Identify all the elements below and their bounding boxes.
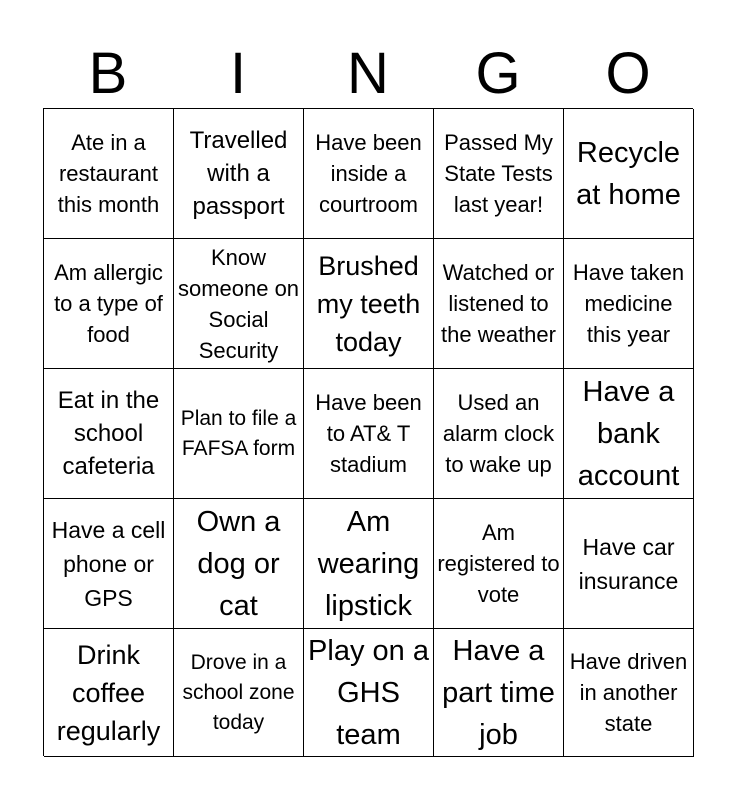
- bingo-cell[interactable]: [564, 239, 694, 369]
- cell-text: Watched or listened to the weather: [441, 260, 556, 347]
- cell-text: Eat in the school cafeteria: [57, 387, 160, 480]
- cell-text: Plan to file a FAFSA form: [180, 406, 297, 460]
- cell-text: Have been inside a courtroom: [315, 130, 422, 217]
- bingo-cell[interactable]: [174, 499, 304, 629]
- cell-text: Have been to AT& T stadium: [315, 390, 422, 477]
- cell-text: Am wearing lipstick: [317, 505, 420, 622]
- header-letter-g: G: [475, 41, 521, 106]
- bingo-cell[interactable]: [304, 239, 434, 369]
- bingo-cell[interactable]: [304, 629, 434, 757]
- cell-text: Am registered to vote: [437, 520, 560, 607]
- bingo-cell[interactable]: [564, 499, 694, 629]
- bingo-cell[interactable]: [44, 499, 174, 629]
- header-letter-b: B: [88, 41, 128, 106]
- bingo-cell[interactable]: [434, 369, 564, 499]
- bingo-cell[interactable]: [564, 629, 694, 757]
- cell-text: Have a part time job: [442, 634, 555, 751]
- bingo-cell[interactable]: [174, 109, 304, 239]
- bingo-cell[interactable]: [44, 239, 174, 369]
- cell-text: Passed My State Tests last year!: [444, 130, 553, 217]
- bingo-cell[interactable]: [434, 239, 564, 369]
- cell-text: Own a dog or cat: [196, 505, 281, 622]
- bingo-cell[interactable]: [434, 109, 564, 239]
- cell-text: Am allergic to a type of food: [54, 260, 163, 347]
- bingo-cell[interactable]: [174, 369, 304, 499]
- bingo-cell[interactable]: [44, 109, 174, 239]
- cell-text: Brushed my teeth today: [316, 250, 421, 357]
- bingo-cell[interactable]: [44, 369, 174, 499]
- bingo-grid: [43, 108, 693, 756]
- cell-text: Drink coffee regularly: [56, 639, 161, 746]
- bingo-cell[interactable]: [564, 109, 694, 239]
- bingo-cell[interactable]: [434, 499, 564, 629]
- cell-text: Have taken medicine this year: [572, 260, 685, 347]
- cell-text: Have car insurance: [578, 533, 679, 594]
- cell-text: Know someone on Social Security: [177, 244, 300, 363]
- bingo-cell[interactable]: [304, 109, 434, 239]
- bingo-cell[interactable]: [174, 629, 304, 757]
- cell-text: Have driven in another state: [569, 649, 688, 736]
- header-letter-o: O: [605, 41, 651, 106]
- bingo-cell[interactable]: [304, 369, 434, 499]
- header-letter-i: I: [229, 41, 247, 106]
- header-letter-n: N: [347, 41, 389, 106]
- bingo-cell[interactable]: [564, 369, 694, 499]
- bingo-cell[interactable]: [44, 629, 174, 757]
- bingo-header: [43, 40, 693, 108]
- bingo-cell[interactable]: [304, 499, 434, 629]
- cell-text: Have a bank account: [577, 375, 680, 492]
- bingo-cell[interactable]: [434, 629, 564, 757]
- cell-text: Recycle at home: [576, 136, 681, 211]
- cell-text: Have a cell phone or GPS: [51, 516, 166, 611]
- cell-text: Play on a GHS team: [308, 634, 429, 751]
- cell-text: Travelled with a passport: [189, 127, 288, 220]
- bingo-cell[interactable]: [174, 239, 304, 369]
- cell-text: Ate in a restaurant this month: [57, 130, 160, 217]
- cell-text: Used an alarm clock to wake up: [442, 390, 555, 477]
- cell-text: Drove in a school zone today: [182, 650, 295, 734]
